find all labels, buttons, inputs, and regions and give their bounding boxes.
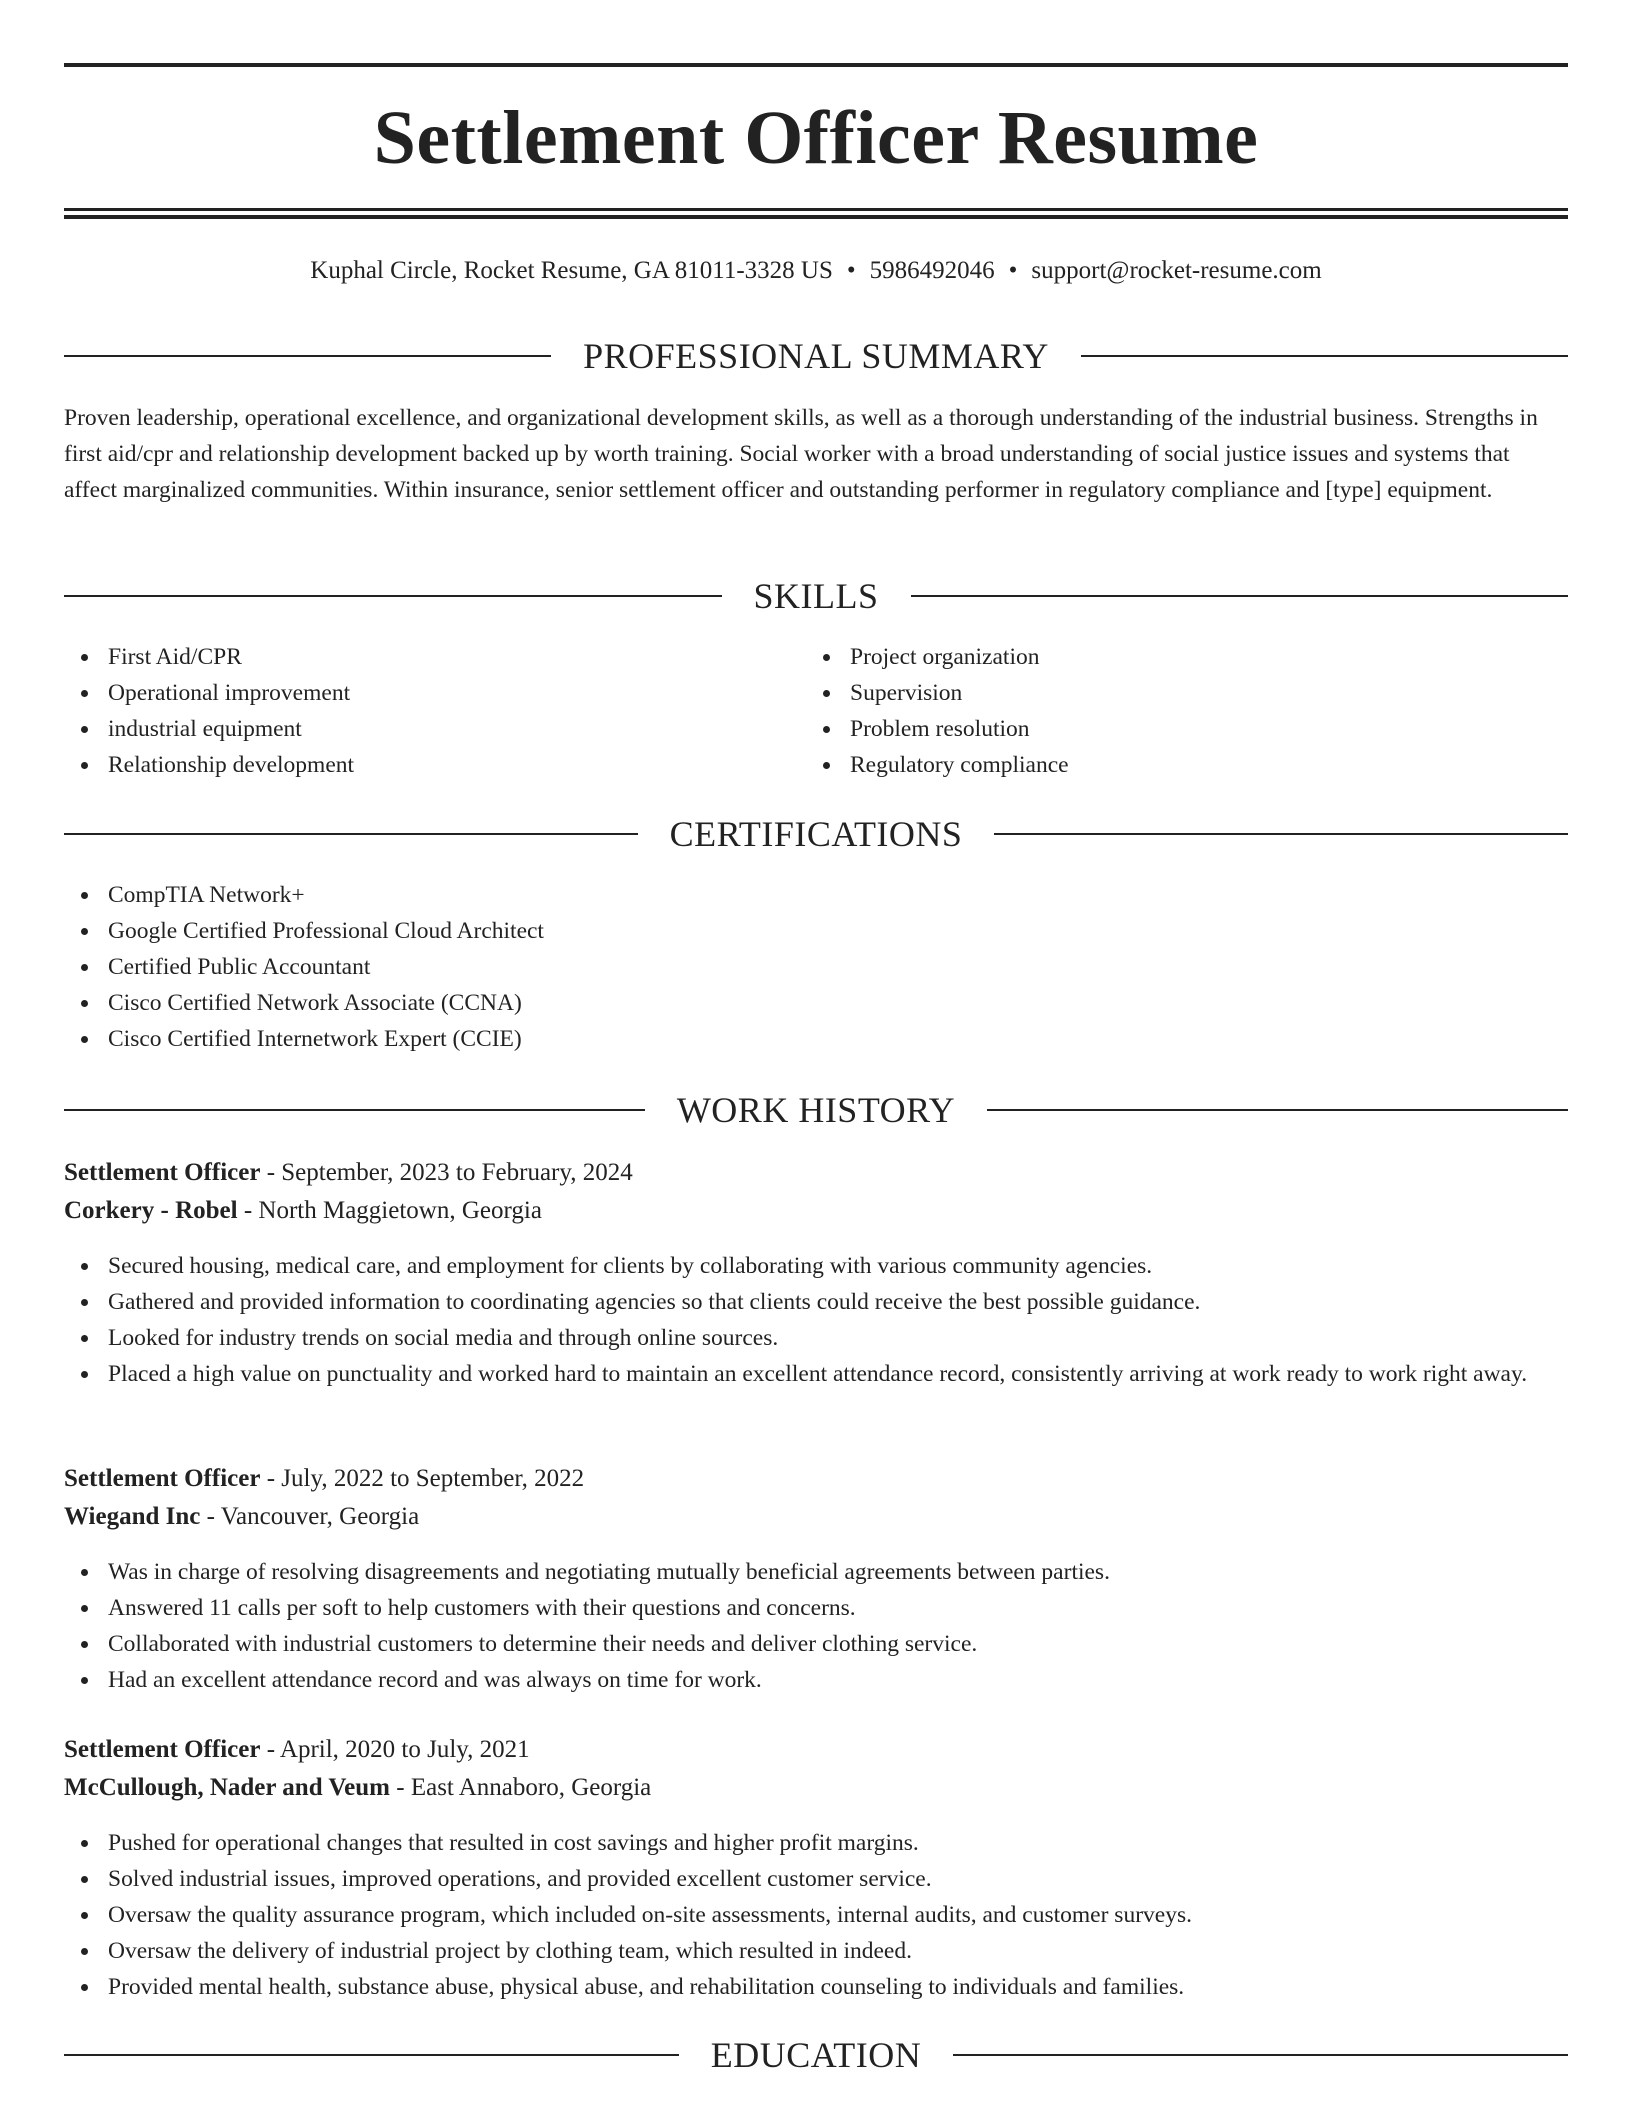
heading-line-left — [64, 833, 638, 835]
skill-item: Supervision — [806, 675, 1546, 711]
certification-item: Google Certified Professional Cloud Architect — [64, 913, 1568, 949]
summary-heading — [64, 334, 1568, 378]
contact-email[interactable]: support@rocket-resume.com — [1031, 257, 1322, 284]
contact-separator: • — [846, 257, 856, 284]
title-rule-upper — [64, 208, 1568, 211]
contact-phone: 5986492046 — [869, 257, 995, 284]
job-bullet: Secured housing, medical care, and employment for clients by collaborating with various community agencies. — [64, 1248, 1568, 1284]
job-bullet: Looked for industry trends on social media and through online sources. — [64, 1320, 1568, 1356]
summary-heading-label: PROFESSIONAL SUMMARY — [583, 336, 1049, 376]
job-bullet: Pushed for operational changes that resulted in cost savings and higher profit margins. — [64, 1825, 1568, 1861]
job-bullet: Oversaw the delivery of industrial project by clothing team, which resulted in indeed. — [64, 1933, 1568, 1969]
work-history-heading-label: WORK HISTORY — [676, 1090, 956, 1130]
skill-item: Operational improvement — [64, 675, 804, 711]
job-title-line — [64, 1154, 633, 1192]
job-dates: - April, 2020 to July, 2021 — [260, 1736, 530, 1763]
job-title: Settlement Officer — [64, 1736, 261, 1763]
job-company: Corkery - Robel — [64, 1197, 238, 1224]
job-bullet: Solved industrial issues, improved operations, and provided excellent customer service. — [64, 1861, 1568, 1897]
skill-item: industrial equipment — [64, 711, 804, 747]
heading-line-right — [911, 595, 1569, 597]
job-bullets — [64, 1554, 1568, 1698]
job-bullet: Oversaw the quality assurance program, which included on-site assessments, internal audits, and customer surveys. — [64, 1897, 1568, 1933]
job-location: - East Annaboro, Georgia — [390, 1774, 652, 1801]
contact-line — [64, 254, 1568, 288]
certifications-heading-label: CERTIFICATIONS — [669, 814, 963, 854]
job-company-line — [64, 1769, 651, 1807]
certification-item: Cisco Certified Network Associate (CCNA) — [64, 985, 1568, 1021]
job-title-line — [64, 1460, 584, 1498]
skill-item: Regulatory compliance — [806, 747, 1546, 783]
certifications-list — [64, 877, 1568, 1057]
heading-line-right — [1081, 355, 1568, 357]
certification-item: Certified Public Accountant — [64, 949, 1568, 985]
heading-line-right — [994, 833, 1568, 835]
job-dates: - September, 2023 to February, 2024 — [260, 1159, 633, 1186]
education-heading-label: EDUCATION — [710, 2035, 922, 2075]
skills-list-right — [806, 639, 1546, 783]
job-location: - Vancouver, Georgia — [200, 1503, 420, 1530]
skills-heading — [64, 574, 1568, 618]
job-title-line — [64, 1731, 530, 1769]
heading-line-right — [987, 1109, 1568, 1111]
job-bullet: Provided mental health, substance abuse, physical abuse, and rehabilitation counseling to individuals and families. — [64, 1969, 1568, 2005]
certification-item: Cisco Certified Internetwork Expert (CCIE) — [64, 1021, 1568, 1057]
heading-line-left — [64, 595, 722, 597]
job-bullet: Placed a high value on punctuality and worked hard to maintain an excellent attendance record, consistently arriving at work ready to work right away. — [64, 1356, 1568, 1392]
heading-line-left — [64, 355, 551, 357]
job-dates: - July, 2022 to September, 2022 — [260, 1465, 585, 1492]
job-bullet: Gathered and provided information to coordinating agencies so that clients could receive the best possible guidance. — [64, 1284, 1568, 1320]
certifications-heading — [64, 812, 1568, 856]
job-company: McCullough, Nader and Veum — [64, 1774, 390, 1801]
job-company-line — [64, 1192, 542, 1230]
skill-item: Relationship development — [64, 747, 804, 783]
top-rule — [64, 63, 1568, 67]
contact-address: Kuphal Circle, Rocket Resume, GA 81011-3328 US — [310, 257, 833, 284]
job-title: Settlement Officer — [64, 1159, 261, 1186]
job-bullet: Answered 11 calls per soft to help customers with their questions and concerns. — [64, 1590, 1568, 1626]
job-bullets — [64, 1825, 1568, 2005]
skills-list-left — [64, 639, 804, 783]
heading-line-left — [64, 2054, 679, 2056]
education-heading — [64, 2033, 1568, 2077]
skill-item: Problem resolution — [806, 711, 1546, 747]
certification-item: CompTIA Network+ — [64, 877, 1568, 913]
work-history-heading — [64, 1088, 1568, 1132]
job-bullet: Collaborated with industrial customers to determine their needs and deliver clothing service. — [64, 1626, 1568, 1662]
heading-line-left — [64, 1109, 645, 1111]
summary-text: Proven leadership, operational excellence, and organizational development skills, as well as a thorough understanding of the industrial business. Strengths in first aid/cpr and relationship development backed up by worth training. Social worker with a broad understanding of social justice issues and systems that affect marginalized communities. Within insurance, senior settlement officer and outstanding performer in regulatory compliance and [type] equipment. — [64, 405, 1538, 503]
job-company: Wiegand Inc — [64, 1503, 201, 1530]
job-location: - North Maggietown, Georgia — [237, 1197, 542, 1224]
page-title: Settlement Officer Resume — [373, 96, 1259, 180]
title-rule-lower — [64, 215, 1568, 219]
job-company-line — [64, 1498, 419, 1536]
skills-heading-label: SKILLS — [753, 576, 879, 616]
contact-separator: • — [1008, 257, 1018, 284]
skill-item: First Aid/CPR — [64, 639, 804, 675]
heading-line-right — [953, 2054, 1568, 2056]
skill-item: Project organization — [806, 639, 1546, 675]
job-title: Settlement Officer — [64, 1465, 261, 1492]
job-bullet: Had an excellent attendance record and was always on time for work. — [64, 1662, 1568, 1698]
job-bullets — [64, 1248, 1568, 1392]
job-bullet: Was in charge of resolving disagreements and negotiating mutually beneficial agreements between parties. — [64, 1554, 1568, 1590]
